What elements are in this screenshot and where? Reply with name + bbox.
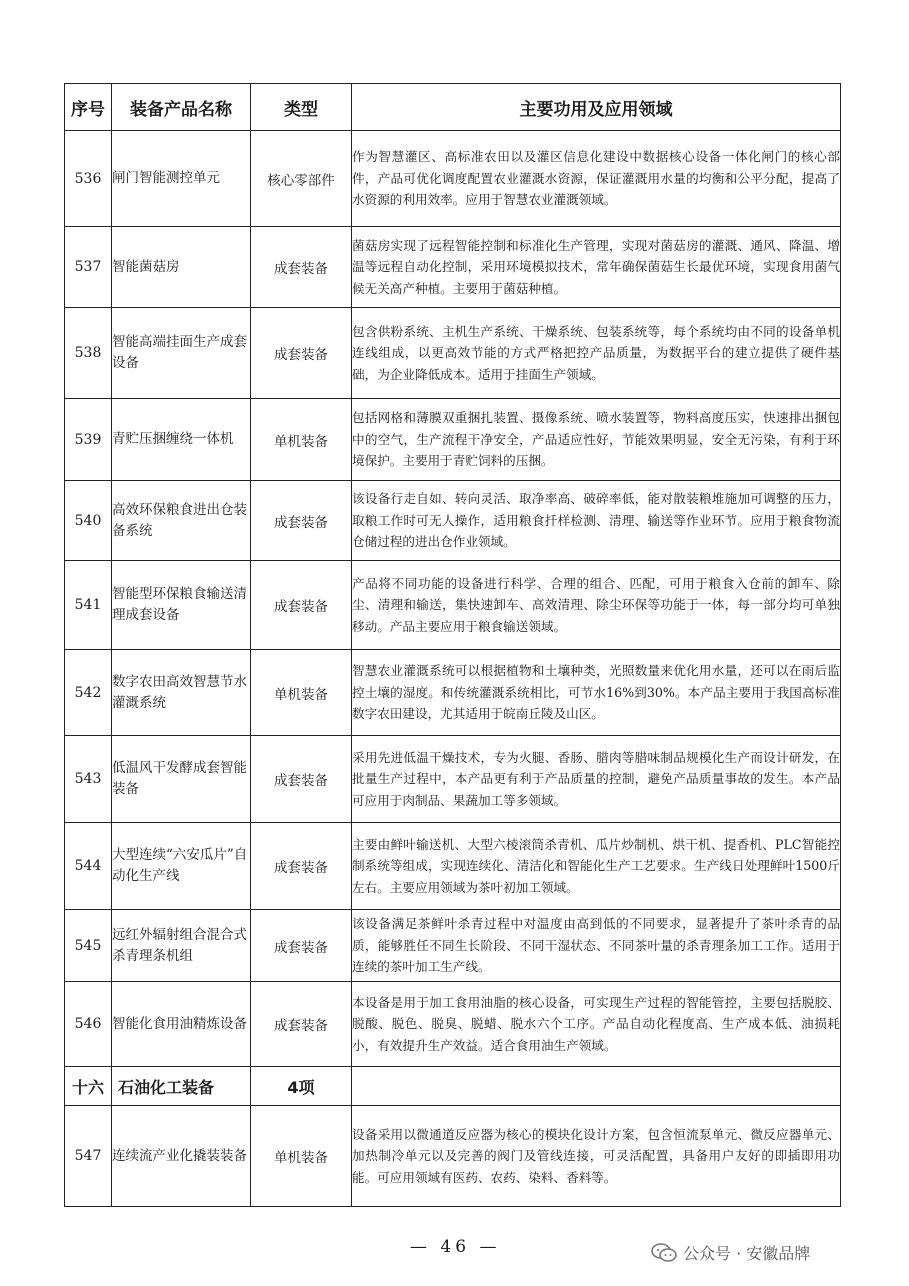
row-product-name: 智能型环保粮食输送清理成套设备 <box>112 561 251 650</box>
wechat-icon <box>651 1243 677 1263</box>
row-product-name: 智能菌菇房 <box>112 227 251 308</box>
row-product-name: 数字农田高效智慧节水灌溉系统 <box>112 650 251 736</box>
row-type: 成套装备 <box>251 736 352 823</box>
section-row <box>65 1067 841 1106</box>
table-row <box>65 1106 841 1207</box>
table-header-row <box>65 84 841 131</box>
row-product-name: 远红外辐射组合混合式杀青理条机组 <box>112 910 251 982</box>
section-count: 4项 <box>251 1067 352 1106</box>
row-description: 作为智慧灌区、高标准农田以及灌区信息化建设中数据核心设备一体化闸门的核心部件，产品可优化调度配置农业灌溉水资源，保证灌溉用水量的均衡和公平分配，提高了水资源的利用效率。应用于智慧农业灌溉领域。 <box>352 131 841 227</box>
row-number: 542 <box>65 650 112 736</box>
row-product-name: 连续流产业化撬装装备 <box>112 1106 251 1207</box>
row-product-name: 智能高端挂面生产成套设备 <box>112 308 251 399</box>
table-row <box>65 561 841 650</box>
row-description: 本设备是用于加工食用油脂的核心设备，可实现生产过程的智能管控，主要包括脱胶、脱酸、脱色、脱臭、脱蜡、脱水六个工序。产品自动化程度高、生产成本低、油损耗小，有效提升生产效益。适合食用油生产领域。 <box>352 982 841 1067</box>
row-description: 智慧农业灌溉系统可以根据植物和土壤种类，光照数量来优化用水量，还可以在雨后监控土壤的湿度。和传统灌溉系统相比，可节水16%到30%。本产品主要用于我国高标准数字农田建设，尤其适用于皖南丘陵及山区。 <box>352 650 841 736</box>
row-product-name: 大型连续“六安瓜片”自动化生产线 <box>112 823 251 910</box>
table-row <box>65 982 841 1067</box>
row-product-name: 智能化食用油精炼设备 <box>112 982 251 1067</box>
header-type: 类型 <box>251 84 352 131</box>
row-type: 单机装备 <box>251 1106 352 1207</box>
row-number: 543 <box>65 736 112 823</box>
table-row <box>65 823 841 910</box>
row-description: 设备采用以微通道反应器为核心的模块化设计方案，包含恒流泵单元、微反应器单元、加热制冷单元以及完善的阀门及管线连接，可灵活配置，具备用户友好的即插即用功能。可应用领域有医药、农药、染料、香料等。 <box>352 1106 841 1207</box>
table-row <box>65 481 841 561</box>
row-type: 单机装备 <box>251 399 352 481</box>
row-number: 545 <box>65 910 112 982</box>
row-type: 成套装备 <box>251 308 352 399</box>
table-row <box>65 227 841 308</box>
table-row <box>65 736 841 823</box>
table-row <box>65 910 841 982</box>
watermark <box>651 1241 810 1264</box>
section-empty-cell <box>352 1067 841 1106</box>
row-number: 547 <box>65 1106 112 1207</box>
row-type: 成套装备 <box>251 481 352 561</box>
row-type: 单机装备 <box>251 650 352 736</box>
header-index: 序号 <box>65 84 112 131</box>
header-function: 主要功用及应用领域 <box>352 84 841 131</box>
row-type: 成套装备 <box>251 910 352 982</box>
equipment-table <box>64 83 841 1207</box>
row-product-name: 低温风干发酵成套智能装备 <box>112 736 251 823</box>
row-number: 541 <box>65 561 112 650</box>
row-number: 546 <box>65 982 112 1067</box>
row-product-name: 青贮压捆缠绕一体机 <box>112 399 251 481</box>
row-number: 540 <box>65 481 112 561</box>
row-description: 包括网格和薄膜双重捆扎装置、摄像系统、喷水装置等，物料高度压实，快速排出捆包中的空气，生产流程干净安全，产品适应性好，节能效果明显，安全无污染，有利于环境保护。主要用于青贮饲料的压捆。 <box>352 399 841 481</box>
row-type: 核心零部件 <box>251 131 352 227</box>
table-row <box>65 308 841 399</box>
page-number: — 46 — <box>410 1237 501 1257</box>
row-number: 539 <box>65 399 112 481</box>
row-product-name: 高效环保粮食进出仓装备系统 <box>112 481 251 561</box>
row-description: 主要由鲜叶输送机、大型六棱滚筒杀青机、瓜片炒制机、烘干机、提香机、PLC智能控制系统等组成，实现连续化、清洁化和智能化生产工艺要求。生产线日处理鲜叶1500斤左右。主要应用领域为茶叶初加工领域。 <box>352 823 841 910</box>
row-description: 包含供粉系统、主机生产系统、干燥系统、包装系统等，每个系统均由不同的设备单机连线组成，以更高效节能的方式严格把控产品质量，为数据平台的建立提供了硬件基础，为企业降低成本。适用于挂面生产领域。 <box>352 308 841 399</box>
section-number: 十六 <box>65 1067 112 1106</box>
section-name: 石油化工装备 <box>112 1067 251 1106</box>
row-type: 成套装备 <box>251 823 352 910</box>
row-type: 成套装备 <box>251 227 352 308</box>
row-description: 该设备满足茶鲜叶杀青过程中对温度由高到低的不同要求，显著提升了茶叶杀青的品质，能够胜任不同生长阶段、不同干湿状态、不同茶叶量的杀青理条加工工作。适用于连续的茶叶加工生产线。 <box>352 910 841 982</box>
row-number: 537 <box>65 227 112 308</box>
row-type: 成套装备 <box>251 982 352 1067</box>
row-product-name: 闸门智能测控单元 <box>112 131 251 227</box>
row-number: 536 <box>65 131 112 227</box>
table-row <box>65 650 841 736</box>
row-description: 采用先进低温干燥技术，专为火腿、香肠、腊肉等腊味制品规模化生产而设计研发，在批量生产过程中，本产品更有利于产品质量的控制，避免产品质量事故的发生。本产品可应用于肉制品、果蔬加工等多领域。 <box>352 736 841 823</box>
row-description: 产品将不同功能的设备进行科学、合理的组合、匹配，可用于粮食入仓前的卸车、除尘、清理和输送，集快速卸车、高效清理、除尘环保等功能于一体，每一部分均可单独移动。产品主要应用于粮食输送领域。 <box>352 561 841 650</box>
row-type: 成套装备 <box>251 561 352 650</box>
table-row <box>65 399 841 481</box>
row-number: 544 <box>65 823 112 910</box>
row-description: 该设备行走自如、转向灵活、取净率高、破碎率低，能对散装粮堆施加可调整的压力，取粮工作时可无人操作，适用粮食扦样检测、清理、输送等作业环节。应用于粮食物流仓储过程的进出仓作业领域。 <box>352 481 841 561</box>
row-description: 菌菇房实现了远程智能控制和标准化生产管理，实现对菌菇房的灌溉、通风、降温、增温等远程自动化控制，采用环境模拟技术，常年确保菌菇生长最优环境，实现食用菌气候无关高产种植。主要用于菌菇种植。 <box>352 227 841 308</box>
watermark-text: 公众号 · 安徽品牌 <box>683 1244 811 1263</box>
table-row <box>65 131 841 227</box>
row-number: 538 <box>65 308 112 399</box>
header-product-name: 装备产品名称 <box>112 84 251 131</box>
